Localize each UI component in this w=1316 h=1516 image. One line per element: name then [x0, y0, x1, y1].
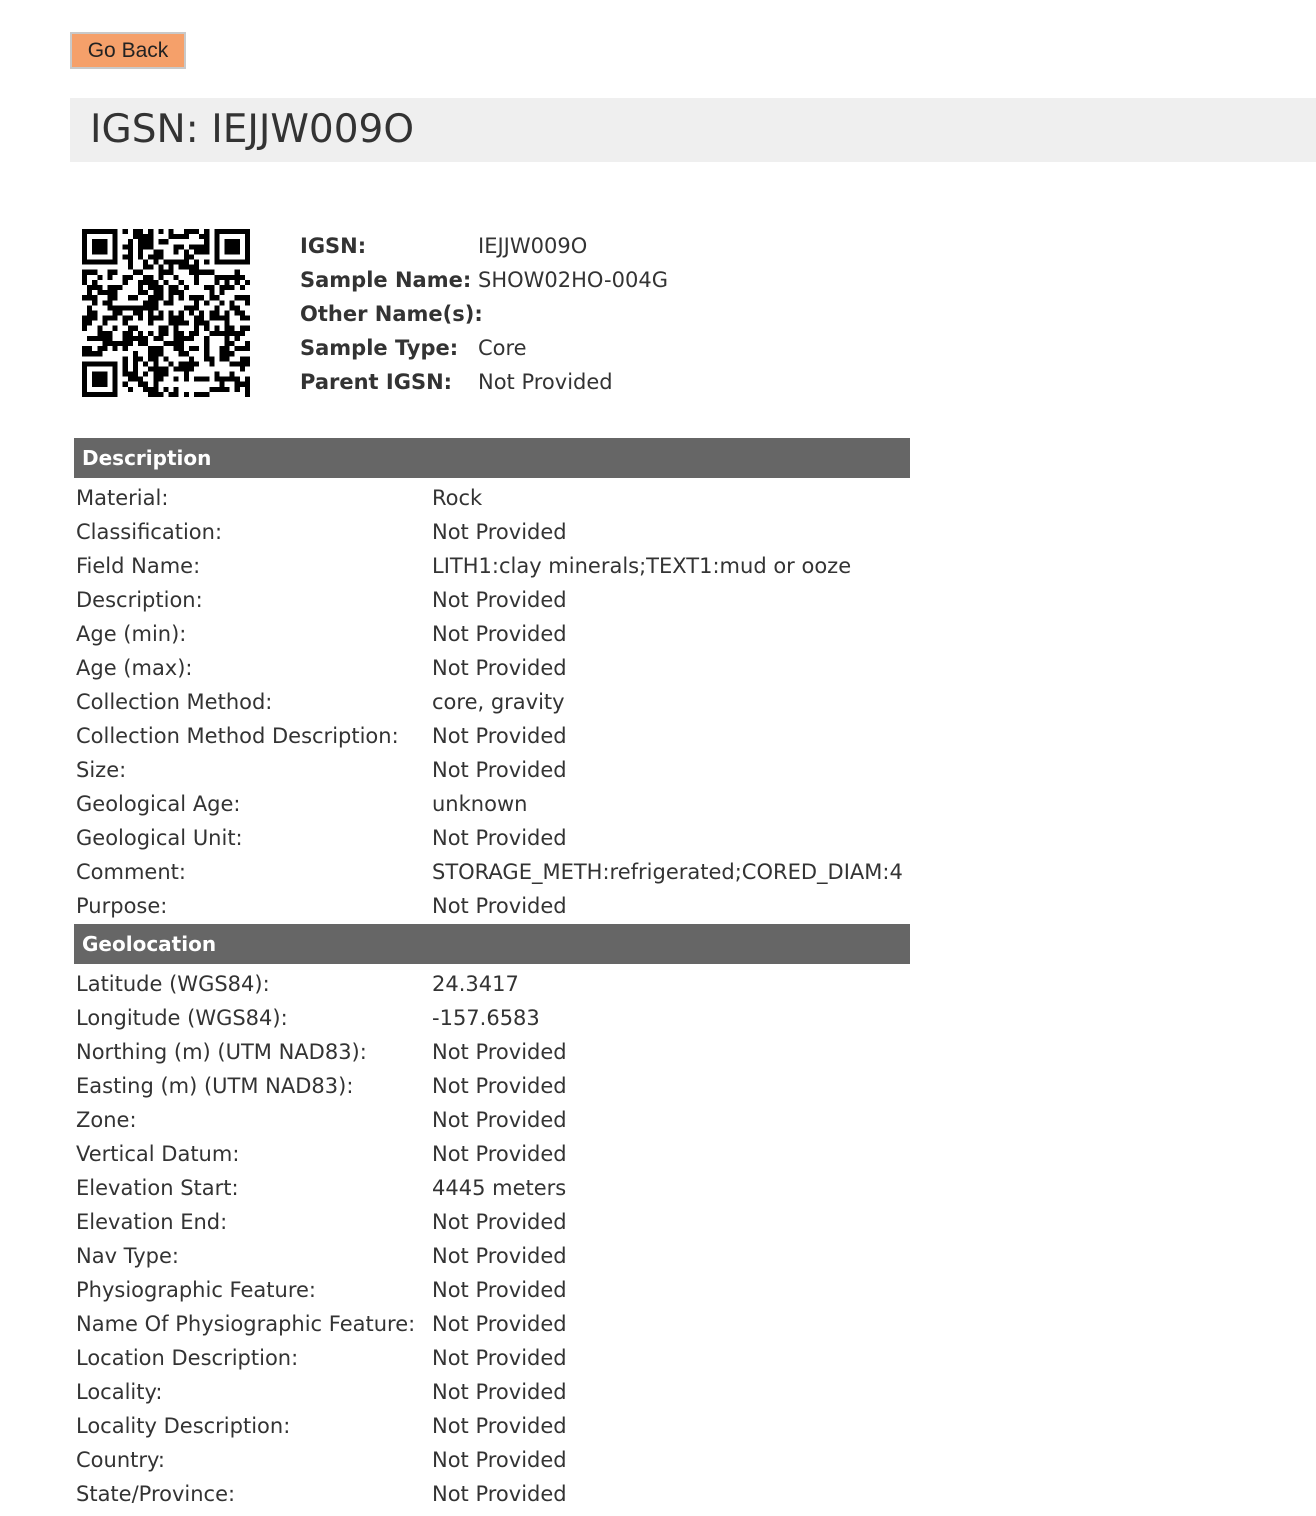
summary-value: IEJJW009O: [478, 234, 588, 258]
page-title: IGSN: IEJJW009O: [90, 107, 415, 152]
field-label: Locality:: [76, 1380, 163, 1404]
field-value: core, gravity: [432, 690, 565, 714]
field-value: Not Provided: [432, 1142, 567, 1166]
summary-label: IGSN:: [300, 234, 367, 258]
field-row: [76, 719, 912, 753]
summary-value: Not Provided: [478, 370, 613, 394]
field-row: [76, 787, 912, 821]
field-value: LITH1:clay minerals;TEXT1:mud or ooze: [432, 554, 852, 578]
field-value: Rock: [432, 486, 483, 510]
field-label: Collection Method Description:: [76, 724, 399, 748]
field-label: Geological Unit:: [76, 826, 243, 850]
field-value: Not Provided: [432, 1074, 567, 1098]
field-label: Material:: [76, 486, 169, 510]
field-value: Not Provided: [432, 1380, 567, 1404]
field-row: [76, 1103, 912, 1137]
field-value: Not Provided: [432, 622, 567, 646]
field-label: Easting (m) (UTM NAD83):: [76, 1074, 354, 1098]
field-value: unknown: [432, 792, 528, 816]
field-value: Not Provided: [432, 1414, 567, 1438]
field-value: Not Provided: [432, 724, 567, 748]
summary-value: SHOW02HO-004G: [478, 268, 668, 292]
field-value: Not Provided: [432, 826, 567, 850]
field-value: Not Provided: [432, 1346, 567, 1370]
field-row: [76, 1443, 912, 1477]
qr-finder-pattern: [85, 364, 116, 395]
field-label: Vertical Datum:: [76, 1142, 240, 1166]
field-value: Not Provided: [432, 1108, 567, 1132]
field-label: Name Of Physiographic Feature:: [76, 1312, 416, 1336]
field-label: Size:: [76, 758, 127, 782]
field-label: Nav Type:: [76, 1244, 179, 1268]
field-value: Not Provided: [432, 1278, 567, 1302]
geolocation-list: [76, 967, 912, 1511]
field-label: Latitude (WGS84):: [76, 972, 270, 996]
field-label: Locality Description:: [76, 1414, 291, 1438]
summary-row-sample-type: [300, 331, 800, 365]
field-row: [76, 1409, 912, 1443]
summary-row-parent-igsn: [300, 365, 800, 399]
field-label: Field Name:: [76, 554, 201, 578]
title-bar: [70, 98, 1316, 162]
field-label: Elevation End:: [76, 1210, 228, 1234]
qr-finder-pattern: [85, 232, 116, 263]
field-value: 24.3417: [432, 972, 519, 996]
field-label: Country:: [76, 1448, 165, 1472]
field-row: [76, 967, 912, 1001]
field-label: Age (min):: [76, 622, 187, 646]
summary-row-sample-name: [300, 263, 800, 297]
field-label: Age (max):: [76, 656, 193, 680]
field-row: [76, 753, 912, 787]
field-value: Not Provided: [432, 656, 567, 680]
field-label: Collection Method:: [76, 690, 273, 714]
description-list: [76, 481, 912, 923]
field-value: STORAGE_METH:refrigerated;CORED_DIAM:4: [432, 860, 903, 884]
field-row: [76, 889, 912, 923]
summary-row-igsn: [300, 229, 800, 263]
field-value: -157.6583: [432, 1006, 540, 1030]
field-label: Location Description:: [76, 1346, 299, 1370]
section-header-geolocation: Geolocation: [74, 924, 910, 964]
field-label: Comment:: [76, 860, 186, 884]
field-row: [76, 855, 912, 889]
field-label: Geological Age:: [76, 792, 241, 816]
section-header-description: Description: [74, 438, 910, 478]
field-label: Classification:: [76, 520, 223, 544]
summary-label: Sample Name:: [300, 268, 472, 292]
field-value: Not Provided: [432, 588, 567, 612]
field-row: [76, 1205, 912, 1239]
field-value: Not Provided: [432, 1312, 567, 1336]
field-row: [76, 651, 912, 685]
field-row: [76, 617, 912, 651]
field-label: Purpose:: [76, 894, 168, 918]
field-row: [76, 685, 912, 719]
field-value: 4445 meters: [432, 1176, 567, 1200]
field-row: [76, 549, 912, 583]
field-value: Not Provided: [432, 1244, 567, 1268]
field-row: [76, 821, 912, 855]
field-row: [76, 1069, 912, 1103]
sample-summary: [300, 229, 800, 399]
field-label: State/Province:: [76, 1482, 236, 1506]
field-label: Description:: [76, 588, 203, 612]
qr-code-graphic: [82, 229, 250, 397]
field-value: Not Provided: [432, 894, 567, 918]
field-value: Not Provided: [432, 520, 567, 544]
field-row: [76, 1171, 912, 1205]
qr-code-icon: [82, 229, 250, 397]
qr-finder-pattern: [217, 232, 248, 263]
field-row: [76, 1035, 912, 1069]
field-row: [76, 1341, 912, 1375]
summary-label: Parent IGSN:: [300, 370, 453, 394]
field-row: [76, 1001, 912, 1035]
field-row: [76, 1307, 912, 1341]
field-row: [76, 1239, 912, 1273]
summary-label: Sample Type:: [300, 336, 459, 360]
field-row: [76, 481, 912, 515]
field-label: Zone:: [76, 1108, 137, 1132]
summary-row-other-names: [300, 297, 800, 331]
field-label: Northing (m) (UTM NAD83):: [76, 1040, 367, 1064]
field-label: Longitude (WGS84):: [76, 1006, 288, 1030]
field-label: Physiographic Feature:: [76, 1278, 316, 1302]
field-value: Not Provided: [432, 1482, 567, 1506]
field-value: Not Provided: [432, 758, 567, 782]
field-value: Not Provided: [432, 1210, 567, 1234]
summary-label: Other Name(s):: [300, 302, 483, 326]
field-label: Elevation Start:: [76, 1176, 239, 1200]
field-row: [76, 515, 912, 549]
field-value: Not Provided: [432, 1448, 567, 1472]
field-row: [76, 1477, 912, 1511]
field-row: [76, 1375, 912, 1409]
summary-value: Core: [478, 336, 527, 360]
field-row: [76, 1137, 912, 1171]
field-value: Not Provided: [432, 1040, 567, 1064]
field-row: [76, 583, 912, 617]
go-back-button[interactable]: Go Back: [70, 32, 186, 69]
field-row: [76, 1273, 912, 1307]
